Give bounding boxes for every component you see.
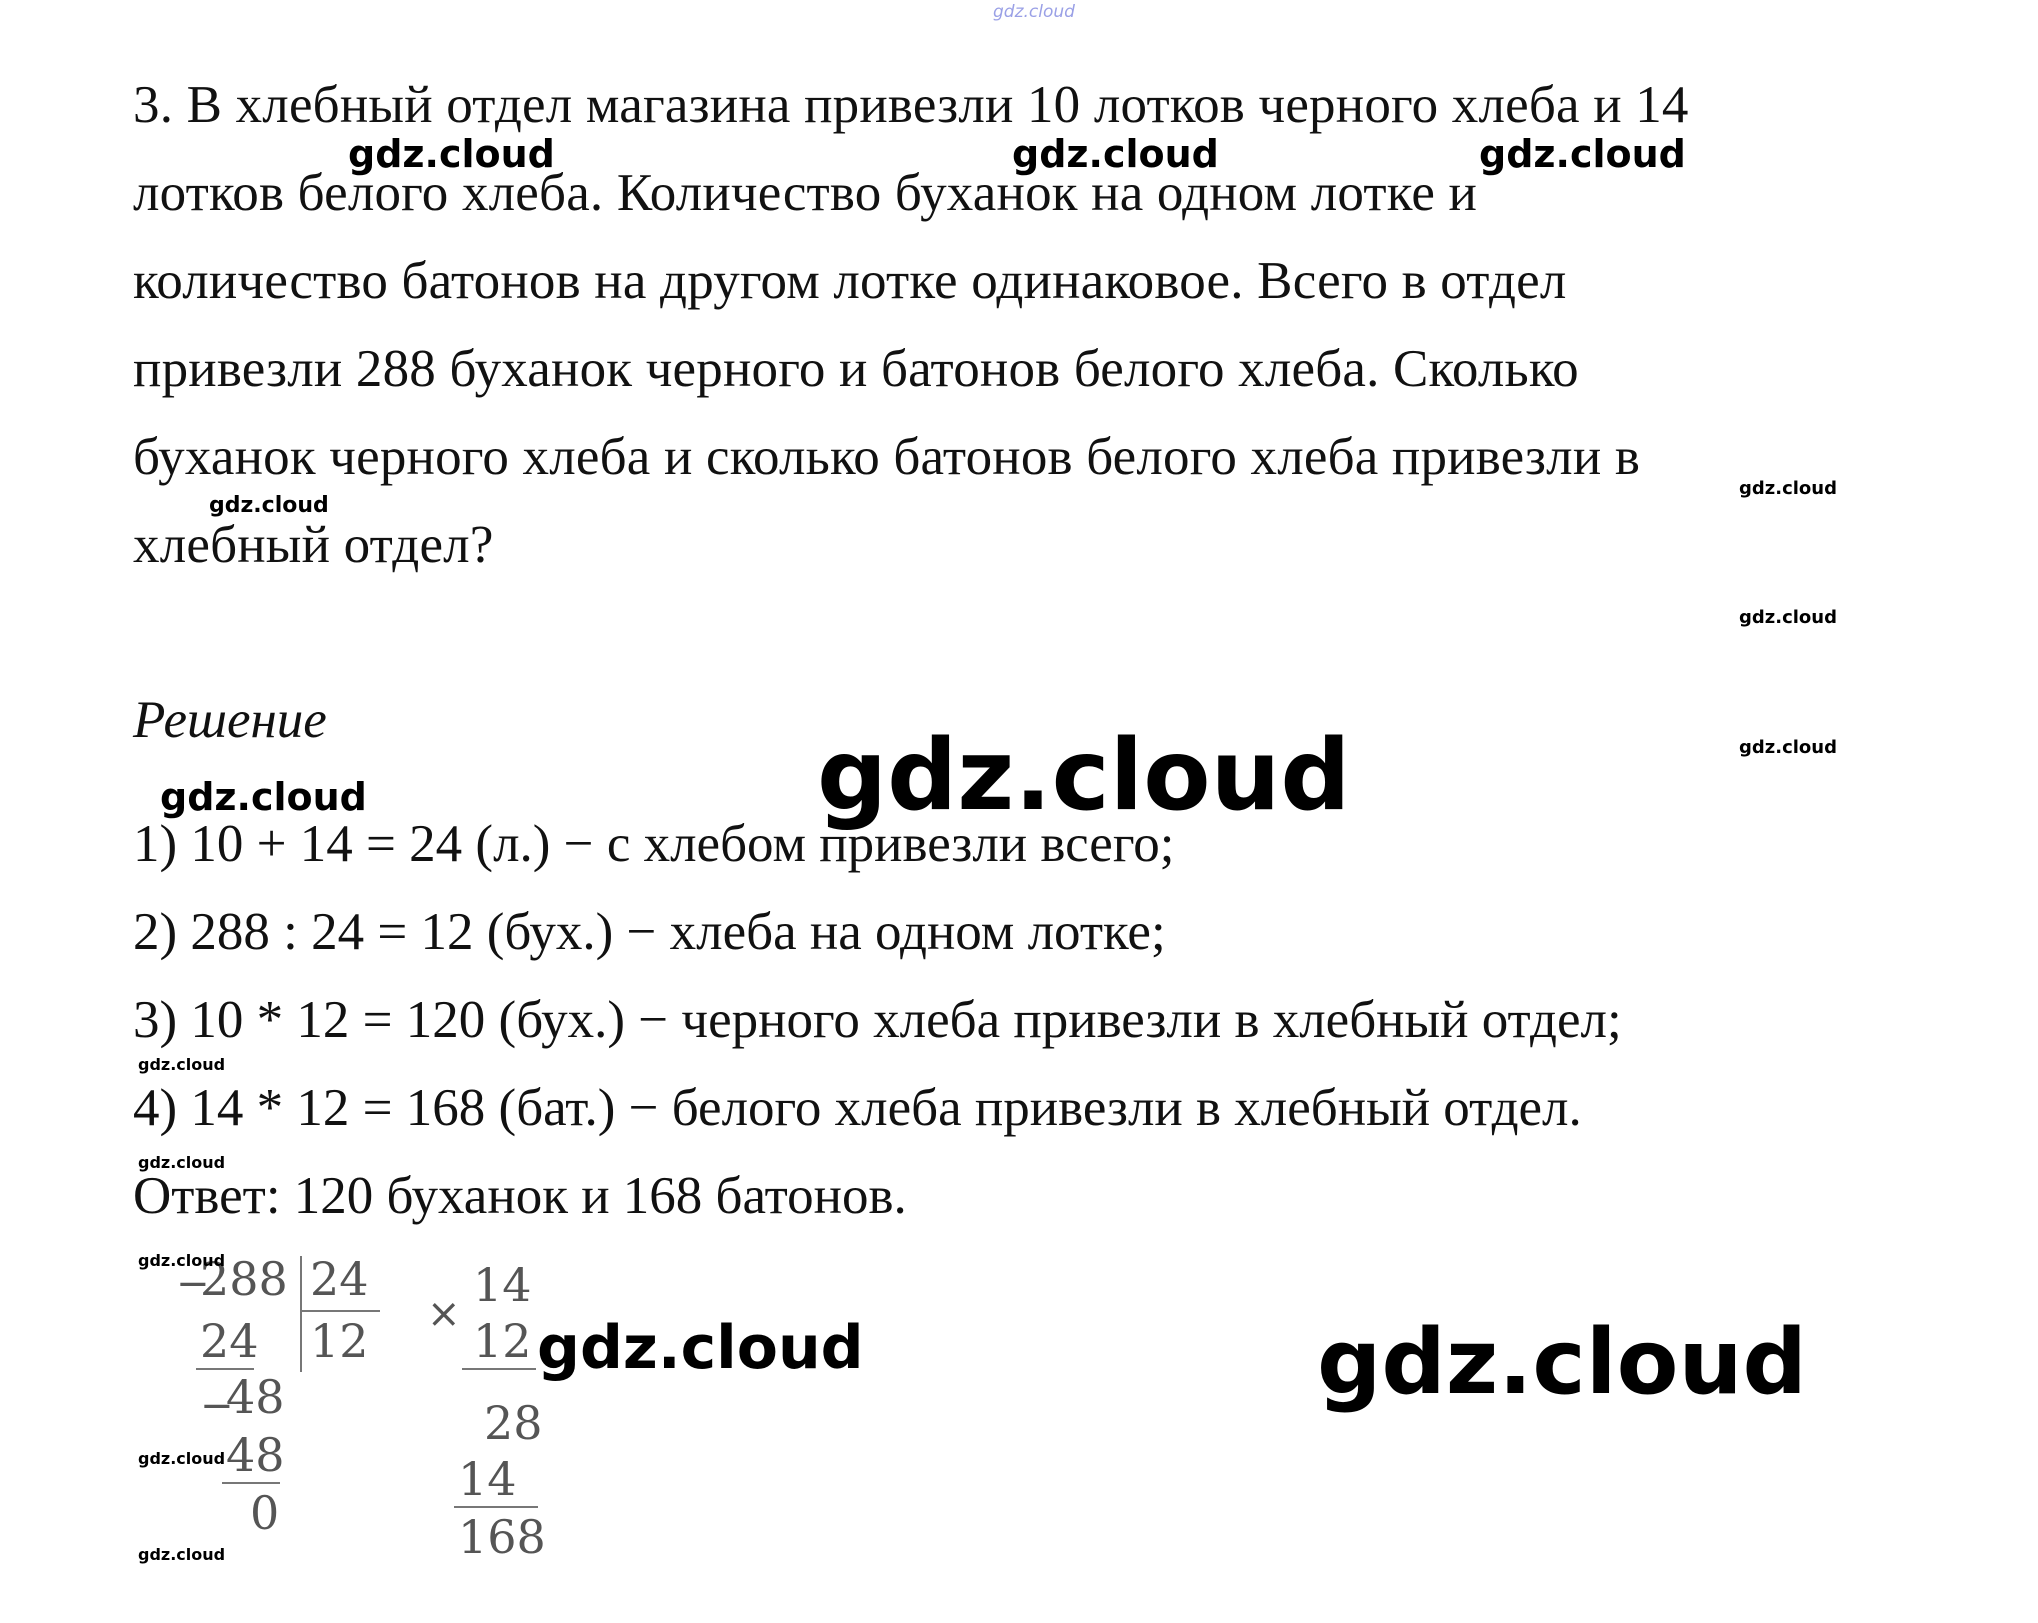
watermark-small-left: gdz.cloud <box>209 493 329 518</box>
watermark-line1-left: gdz.cloud <box>348 132 555 176</box>
watermark-line1-center: gdz.cloud <box>1012 132 1219 176</box>
problem-line-1: 3. В хлебный отдел магазина привезли 10 лотков черного хлеба и 14 <box>133 76 1689 134</box>
division-dividend: 288 <box>200 1252 288 1306</box>
watermark-large-bottom-right: gdz.cloud <box>1317 1310 1807 1415</box>
problem-line-6: хлебный отдел? <box>133 516 494 574</box>
watermark-margin-1: gdz.cloud <box>138 1055 226 1074</box>
solution-step-4: 4) 14 * 12 = 168 (бат.) − белого хлеба привезли в хлебный отдел. <box>133 1079 1582 1137</box>
solution-step-3: 3) 10 * 12 = 120 (бух.) − черного хлеба привезли в хлебный отдел; <box>133 991 1622 1049</box>
solution-step-2: 2) 288 : 24 = 12 (бух.) − хлеба на одном лотке; <box>133 903 1166 961</box>
watermark-margin-3: gdz.cloud <box>138 1251 226 1270</box>
division-remainder-1: 48 <box>226 1370 285 1424</box>
multiplication-rule-1 <box>462 1368 536 1370</box>
watermark-line1-right: gdz.cloud <box>1479 132 1686 176</box>
division-minus-sign-2: − <box>200 1383 234 1429</box>
watermark-solution-left: gdz.cloud <box>160 775 367 819</box>
division-rule-2 <box>222 1482 280 1484</box>
multiplication-factor-2: 12 <box>473 1314 532 1368</box>
watermark-top: gdz.cloud <box>993 2 1075 22</box>
watermark-right-1: gdz.cloud <box>1739 478 1837 499</box>
division-divider-horizontal <box>302 1310 380 1312</box>
division-remainder-final: 0 <box>250 1486 280 1540</box>
watermark-large-center: gdz.cloud <box>817 719 1351 833</box>
division-minus-sign-1: − <box>176 1261 210 1307</box>
division-subtrahend-2: 48 <box>226 1428 285 1482</box>
multiplication-partial-2: 14 <box>458 1452 517 1506</box>
multiplication-product: 168 <box>458 1510 546 1564</box>
problem-line-4: привезли 288 буханок черного и батонов белого хлеба. Сколько <box>133 340 1579 398</box>
multiplication-partial-1: 28 <box>484 1396 543 1450</box>
answer-line: Ответ: 120 буханок и 168 батонов. <box>133 1167 907 1225</box>
division-quotient: 12 <box>310 1314 369 1368</box>
problem-line-5: буханок черного хлеба и сколько батонов белого хлеба привезли в <box>133 428 1641 486</box>
multiplication-rule-2 <box>454 1506 538 1508</box>
watermark-calc-right: gdz.cloud <box>537 1313 864 1383</box>
watermark-margin-2: gdz.cloud <box>138 1153 226 1172</box>
multiplication-factor-1: 14 <box>473 1258 532 1312</box>
multiplication-times-sign: × <box>427 1291 461 1337</box>
solution-step-1: 1) 10 + 14 = 24 (л.) − с хлебом привезли всего; <box>133 815 1175 873</box>
problem-line-3: количество батонов на другом лотке одинаковое. Всего в отдел <box>133 252 1567 310</box>
division-divider-vertical <box>300 1256 302 1372</box>
division-divisor: 24 <box>310 1252 369 1306</box>
watermark-margin-5: gdz.cloud <box>138 1545 226 1564</box>
problem-line-2: лотков белого хлеба. Количество буханок на одном лотке и <box>133 164 1478 222</box>
solution-heading: Решение <box>133 691 327 749</box>
division-subtrahend-1: 24 <box>200 1314 259 1368</box>
watermark-right-2: gdz.cloud <box>1739 607 1837 628</box>
watermark-margin-4: gdz.cloud <box>138 1449 226 1468</box>
watermark-right-3: gdz.cloud <box>1739 737 1837 758</box>
